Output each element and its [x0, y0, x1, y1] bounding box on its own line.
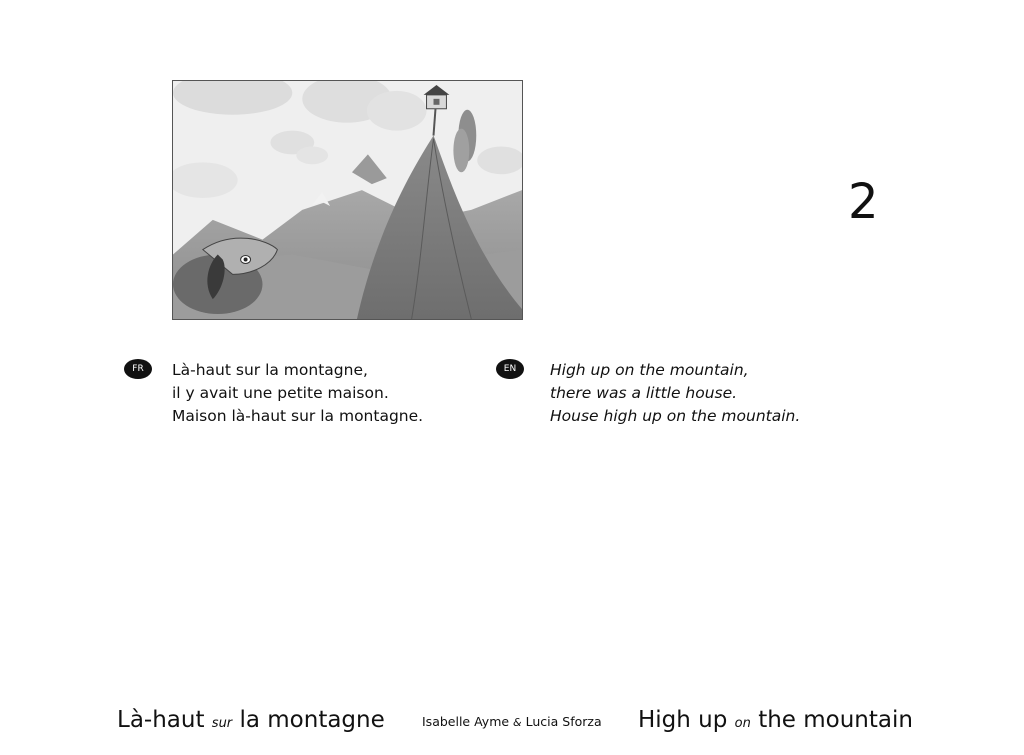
- author-name: Lucia Sforza: [525, 714, 602, 729]
- footer-title-english: [638, 704, 913, 740]
- page-footer: [0, 700, 1024, 740]
- footer-title-french: [117, 704, 385, 740]
- french-verse: [172, 359, 423, 428]
- english-verse-line: High up on the mountain,: [550, 361, 749, 379]
- footer-title-english-connector: on: [734, 716, 751, 731]
- english-verse-line: there was a little house.: [550, 384, 738, 402]
- english-verse-line: House high up on the mountain.: [550, 407, 801, 425]
- author-name: Isabelle Ayme: [422, 714, 510, 729]
- english-language-badge: EN: [496, 359, 524, 379]
- footer-title-french-connector: sur: [211, 716, 233, 731]
- french-language-badge: FR: [124, 359, 152, 379]
- footer-title-french-part2: la montagne: [239, 707, 385, 733]
- footer-title-english-part1: High up: [638, 707, 728, 733]
- page-number: 2: [848, 174, 879, 230]
- french-verse-line: Là-haut sur la montagne,: [172, 361, 368, 379]
- footer-authors: [422, 712, 602, 733]
- french-verse-line: il y avait une petite maison.: [172, 384, 389, 402]
- french-verse-line: Maison là-haut sur la montagne.: [172, 407, 424, 425]
- author-ampersand: &: [513, 716, 522, 729]
- mountain-illustration: [172, 80, 523, 320]
- footer-title-english-part2: the mountain: [758, 707, 913, 733]
- english-verse: [550, 359, 800, 428]
- footer-title-french-part1: Là-haut: [117, 707, 205, 733]
